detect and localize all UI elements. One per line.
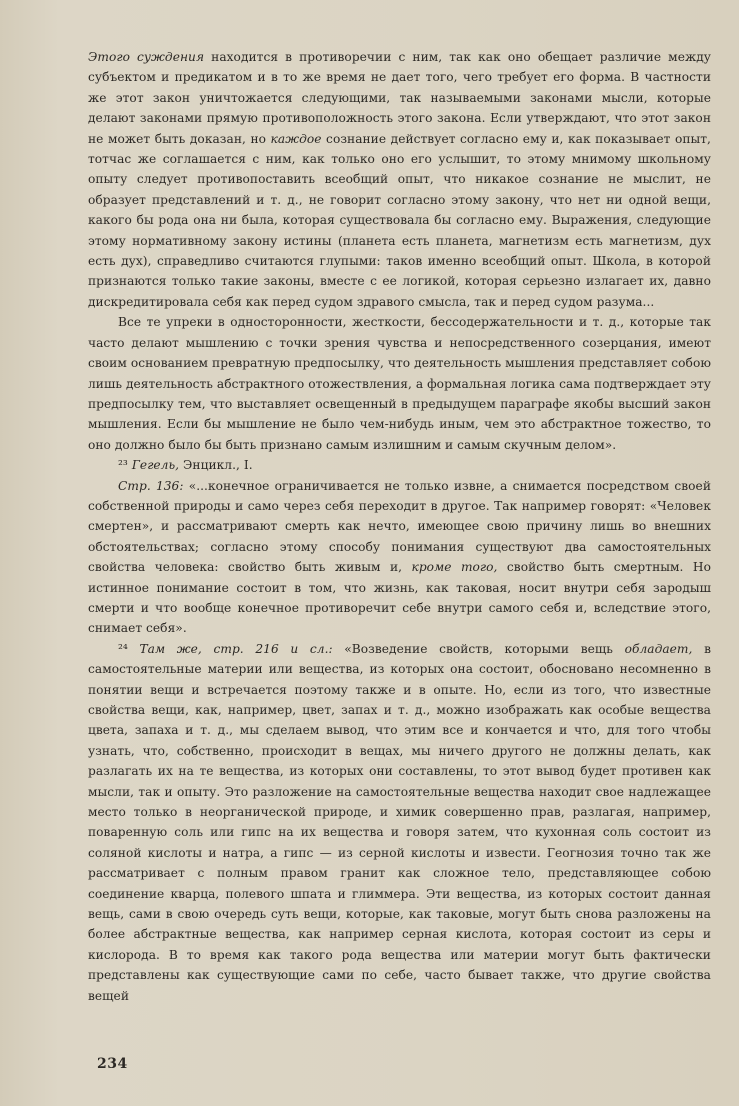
italic-phrase: Этого суждения — [88, 50, 205, 64]
italic-word: обладает, — [624, 641, 693, 656]
paragraph-text: находится в противоречии с ним, так как оно обещает различие между субъектом и предикатом и в то же время не дает того, чего требует его форма. В частности же этот закон уничтожается следующими, так называемыми законами мысли, которые делают законами прямую противоположность этого закона. Если утверждают, что этот закон не может быть доказан, но — [88, 50, 711, 146]
footnote-23 — [88, 455, 711, 475]
page-number: 234 — [97, 1056, 128, 1072]
paragraph-2: Все те упреки в односторонности, жесткости, бессодержательности и т. д., которые так часто делают мышлению с точки зрения чувства и непосредственного созерцания, имеют своим основанием превратную предпосылку, что деятельность мышления представляет собою лишь деятельность абстрактного отожествления, а формальная логика сама подтверждает эту предпосылку тем, что выставляет освещенный в предыдущем параграфе якобы высший закон мышления. Если бы мышление не было чем-нибудь иным, чем это абстрактное тожество, то оно должно было бы быть признано самым излишним и самым скучным делом». — [88, 315, 711, 452]
paragraph-text: в самостоятельные материи или вещества, из которых она состоит, обосновано несомненно в понятии вещи и встречается поэтому также и в опыте. Но, если из того, что известные свойства вещи, как, например, цвет, запах и т. д., можно изображать как особые вещества цвета, запаха и т. д., мы сделаем вывод, что этим все и кончается и что, для того чтобы узнать, что, собственно, происходит в вещах, мы ничего другого не должны делать, как разлагать их на те вещества, из которых они составлены, то этот вывод будет противен как мысли, так и опыту. Это разложение на самостоятельные вещества находит свое надлежащее место только в неорганической природе, и химик совершенно прав, разлагая, например, поваренную соль или гипс на их вещества и говоря затем, что кухонная соль состоит из соляной кислоты и натра, а гипс — из серной кислоты и извести. Геогнозия точно так же рассматривает с полным правом гранит как сложное тело, представляющее собою соединение кварца, полевого шпата и глиммера. Эти вещества, из которых состоит данная вещь, сами в свою очередь суть вещи, которые, как таковые, могут быть снова разложены на более абстрактные вещества, как например серная кислота, которая состоит из серы и кислорода. В то время как такого рода вещества или материи могут быть фактически представлены как существующие сами по себе, часто бывает также, что другие свойства вещей — [88, 641, 711, 1003]
paragraph-1 — [88, 47, 711, 312]
footnote-number: ²³ — [118, 458, 128, 473]
italic-phrase: кроме того, — [411, 560, 498, 575]
page-reference: Стр. 136: — [118, 478, 184, 493]
page-reference: Там же, стр. 216 и сл.: — [139, 641, 333, 656]
italic-word: каждое — [270, 131, 322, 146]
page-text — [88, 47, 711, 1006]
paragraph-text: сознание действует согласно ему и, как показывает опыт, тотчас же соглашается с ним, как только оно его услышит, то этому мнимому школьному опыту следует противопоставить всеобщий опыт, что никакое сознание не мыслит, не образует представлений и т. д., не говорит согласно этому закону, что нет ни одной вещи, какого бы рода она ни была, которая существовала бы согласно ему. Выражения, следующие этому нормативному закону истины (планета есть планета, магнетизм есть магнетизм, дух есть дух), справедливо считаются глупыми: таков именно всеобщий опыт. Школа, в которой признаются только такие законы, вместе с ее логикой, которая серьезно излагает их, давно дискредитировала себя как перед судом здравого смысла, так и перед судом разума... — [88, 131, 711, 309]
author-name: Гегель, — [131, 458, 180, 473]
paragraph-text: свойство быть смертным. Но истинное понимание состоит в том, что жизнь, как таковая, носит внутри себя зародыш смерти и что вообще конечное противоречит себе внутри самого себя и, вследствие этого, снимает себя». — [88, 560, 711, 636]
paragraph-text: «...конечное ограничивается не только извне, а снимается посредством своей собственной природы и само через себя переходит в другое. Так например говорят: «Человек смертен», и рассматривают смерть как нечто, имеющее свою причину лишь во внешних обстоятельствах; согласно этому способу понимания существуют два самостоятельных свойства человека: свойство быть живым и, — [88, 478, 711, 575]
paragraph-text: «Возведение свойств, которыми вещь — [332, 641, 625, 656]
footnote-24 — [88, 639, 711, 1006]
paragraph-3 — [88, 476, 711, 639]
source-ref: Энцикл., I. — [179, 458, 253, 473]
footnote-number: ²⁴ — [118, 641, 128, 656]
